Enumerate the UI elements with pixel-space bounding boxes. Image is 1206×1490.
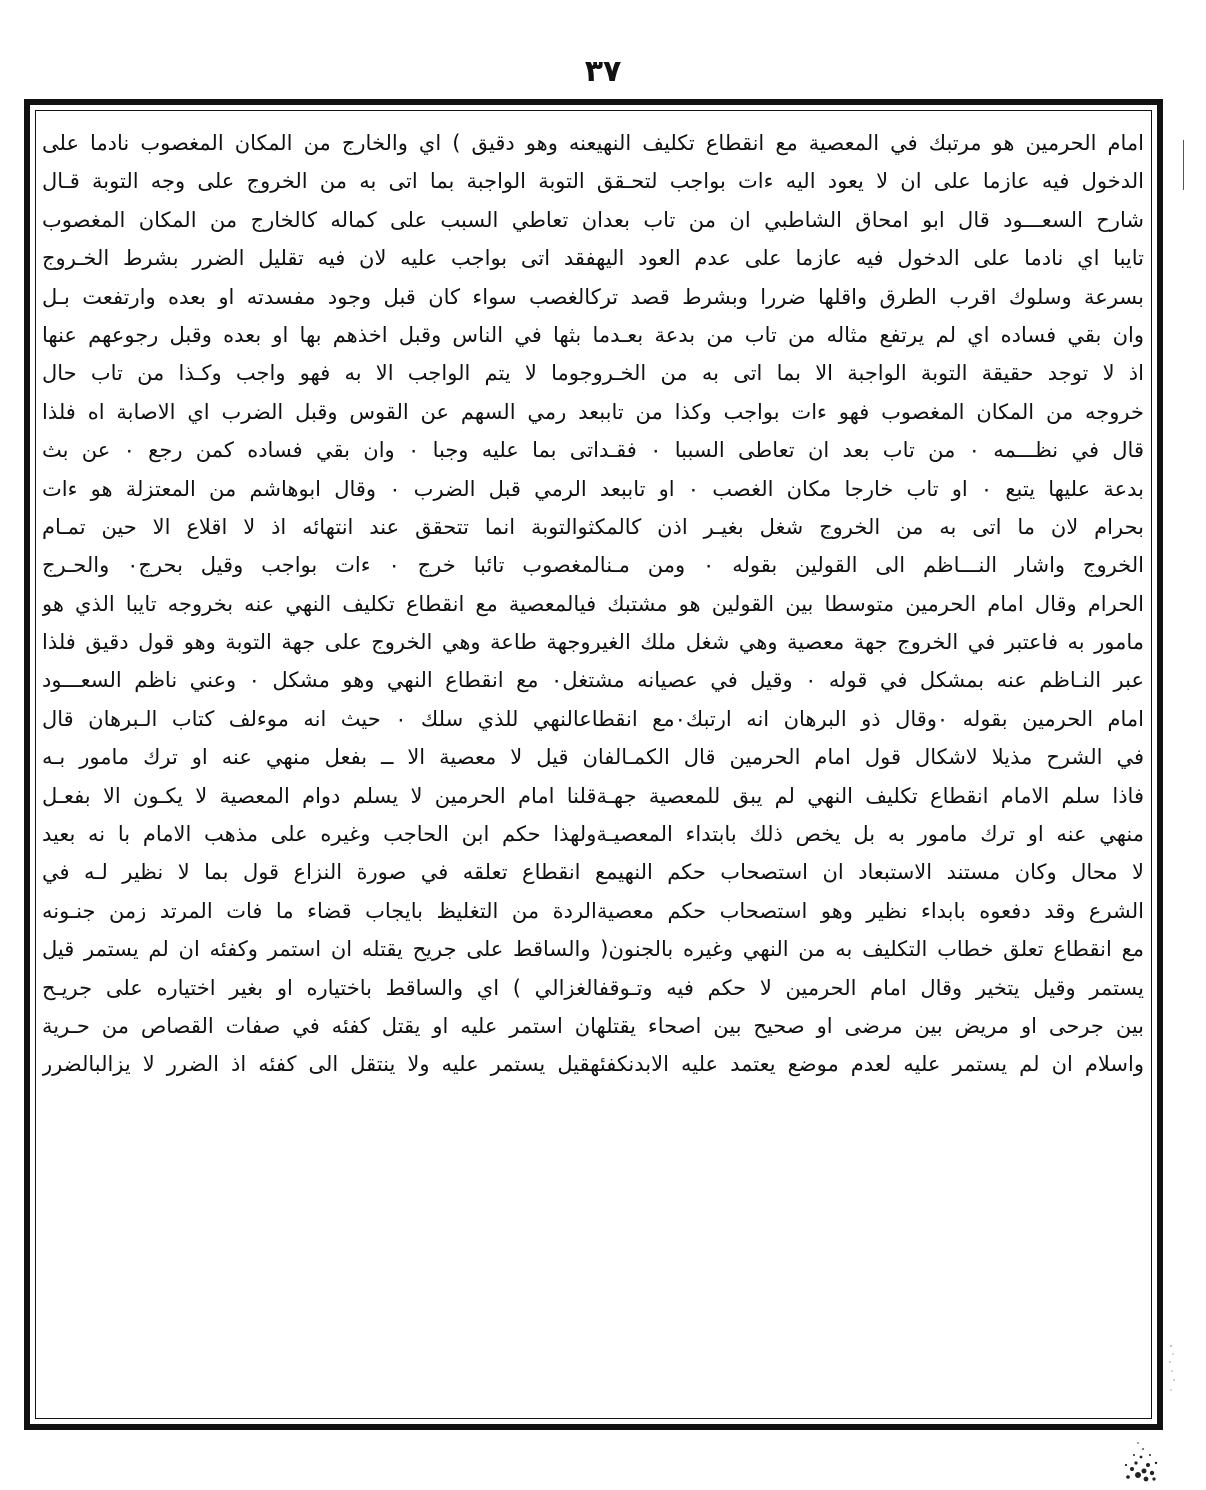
- document-body: [42, 124, 1144, 1424]
- text-line: مامور به فاعتبر في الخروج جهة معصية وهي شغل ملك الغيروجهة طاعة وهي الخروج على جهة التوبة وهو قول دقيق فلذا: [42, 630, 1144, 655]
- text-line: بسرعة وسلوك اقرب الطرق واقلها ضررا وبشرط قصد تركالغصب سواء كان قبل وجود مفسدته او بعده وارتفعت بـل: [42, 284, 1144, 309]
- text-line: خروجه من المكان المغصوب فهو ءات بواجب وكذا من تاببعد رمي السهم عن القوس وقبل الضرب اي الاصابة اه فلذا: [42, 399, 1144, 424]
- text-line: واسلام ان لم يستمر عليه لعدم موضع يعتمد عليه الابدنكفئهقيل يستمر عليه ولا ينتقل الى كفئه اذ الضرر لا يزالبالضرر: [42, 1052, 1144, 1077]
- margin-mark: [1183, 140, 1184, 190]
- text-line: اذ لا توجد حقيقة التوبة الواجبة الا بما اتى به من الخـروجوما لا يتم الواجب الا به فهو واجب وكـذا من تاب حال: [42, 361, 1144, 386]
- text-line: عبر النـاظم عنه بمشكل في قوله ٠ وقيل في عصيانه مشتغل٠ مع انقطاع النهي وهو مشكل ٠ وعني ناظم السعـــود: [42, 668, 1144, 693]
- text-line: امام الحرمين هو مرتبك في المعصية مع انقطاع تكليف النهيعنه وهو دقيق ) اي والخارج من المكان المغصوب نادما على: [42, 131, 1144, 155]
- text-line: بحرام لان ما اتى به من الخروج شغل بغيـر اذن كالمكثوالتوبة انما تتحقق عند انتهائه اذ لا اقلاع الا حين تمـام: [42, 514, 1144, 539]
- text-line: في الشرح مذيلا لاشكال قول امام الحرمين قال الكمـالفان قيل لا معصية الا ــ بفعل منهي عنه او ترك مامور بـه: [42, 745, 1144, 770]
- text-line: بدعة عليها يتبع ٠ او تاب خارجا مكان الغصب ٠ او تاببعد الرمي قبل الضرب ٠ وقال ابوهاشم من المعتزلة هو ءات: [42, 476, 1144, 501]
- text-line: الدخول فيه عازما على ان لا يعود اليه ءات بواجب لتحـقق التوبة الواجبة بما اتى به من الخروج على وجه التوبة قـال: [42, 169, 1144, 194]
- scan-smudge: [1108, 1425, 1166, 1483]
- text-line: شارح السعـــود قال ابو امحاق الشاطبي ان من تاب بعدان تعاطي السبب على كماله كالخارج من المكان المغصوب: [42, 207, 1144, 232]
- text-line: امام الحرمين بقوله ٠وقال ذو البرهان انه ارتبك٠مع انقطاعالنهي للذي سلك ٠ حيث انه موءلف كتاب الـبرهان قال: [42, 706, 1144, 731]
- page-number: ٣٧: [584, 54, 622, 89]
- text-line: لا محال وكان مستند الاستبعاد ان استصحاب حكم النهيمع انقطاع تعلقه في صورة النزاع قول بما لا نظير لـه في: [42, 860, 1144, 885]
- scan-specks: [1168, 1340, 1176, 1400]
- text-line: الخروج واشار النـــاظم الى القولين بقوله ٠ ومن مـنالمغصوب تائبا خرج ٠ ءات بواجب وقيل بحرج٠ والحـرج: [42, 553, 1144, 578]
- text-line: الشرع وقد دفعوه بابداء نظير وهو استصحاب حكم معصيةالردة من التغليظ بايجاب قضاء ما فات المرتد زمن جنـونه: [42, 898, 1144, 923]
- text-line: مع انقطاع تعلق خطاب التكليف به من النهي وغيره بالجنون( والساقط على جريح يقتله ان استمر وكفئه ان لم يستمر قيل: [42, 937, 1144, 962]
- text-line: بين جرحى او مريض بين مرضى او صحيح بين اصحاء يقتلهان استمر عليه او يقتل كفئه في صفات القصاص من حـرية: [42, 1013, 1144, 1038]
- text-line: الحرام وقال امام الحرمين متوسطا بين القولين هو مشتبك فيالمعصية مع انقطاع تكليف النهي عنه بخروجه تايبا الذي هو: [42, 591, 1144, 616]
- text-line: وان بقي فساده اي لم يرتفع مثاله من تاب من بدعة بعـدما بثها في الناس وقبل اخذهم بها او بعده وقبل رجوعهم عنها: [42, 322, 1144, 347]
- text-line: قال في نظـــمه ٠ من تاب بعد ان تعاطى السببا ٠ فقـداتى بما عليه وجبا ٠ وان بقي فساده كمن رجع ٠ عن بث: [42, 438, 1144, 463]
- text-line: فاذا سلم الامام انقطاع تكليف النهي لم يبق للمعصية جهـةقلنا امام الحرمين لا يسلم دوام المعصية لا يكـون الا بفعـل: [42, 783, 1144, 808]
- text-line: منهي عنه او ترك مامور به بل يخص ذلك بابتداء المعصيـةولهذا حكم ابن الحاجب وغيره على مذهب الامام با نه بعيد: [42, 822, 1144, 847]
- text-line: يستمر وقيل يتخير وقال امام الحرمين لا حكم فيه وتـوقفالغزالي ) اي والساقط باختياره او بغير اختياره على جريـح: [42, 975, 1144, 1000]
- text-line: تايبا اي نادما على الدخول فيه عازما على عدم العود اليهفقد اتى بواجب عليه لان فيه تقليل الضرر بشرط الخـروج: [42, 246, 1144, 271]
